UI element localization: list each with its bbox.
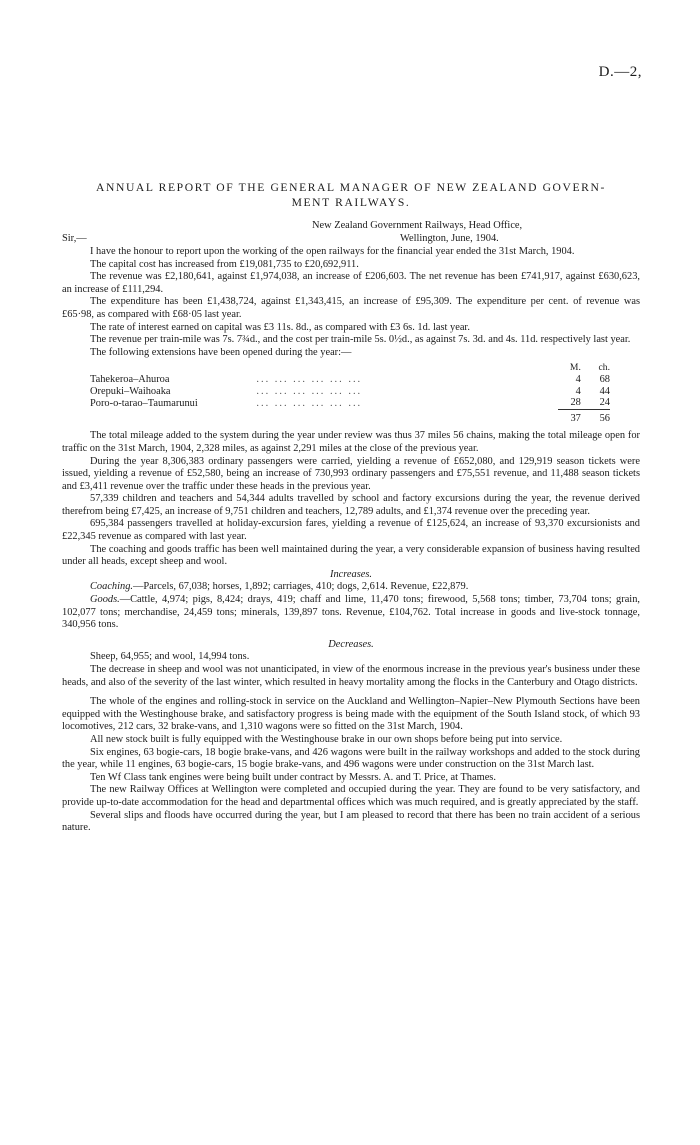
- extension-miles: 28: [570, 397, 581, 409]
- table-row: [90, 386, 610, 398]
- extension-miles: 4: [575, 373, 581, 385]
- extensions-header-row: [90, 362, 610, 374]
- table-row: [90, 397, 610, 409]
- spacer: [62, 632, 640, 639]
- coaching-text: —Parcels, 67,038; horses, 1,892; carriages, 410; dogs, 2,614. Revenue, £22,879.: [133, 581, 469, 593]
- paragraph: Sheep, 64,955; and wool, 14,994 tons.: [90, 651, 250, 663]
- extension-chains: 44: [599, 385, 610, 397]
- goods-label: Goods.: [90, 594, 120, 606]
- extension-name: Orepuki–Waihoaka: [90, 385, 171, 397]
- extension-chains: 24: [599, 397, 610, 409]
- report-title: [62, 180, 640, 210]
- paragraph: During the year 8,306,383 ordinary passengers were carried, yielding a revenue of £652,080, and 129,919 season tickets were issued, yielding a revenue of £52,580, being an increase of 730,993 ordinary passengers and £75,551 revenue, and 11,488 season tickets and £3,411 revenue over the traffic under these heads in the previous year.: [62, 455, 640, 492]
- goods-text: —Cattle, 4,974; pigs, 8,424; drays, 419; chaff and lime, 11,470 tons; firewood, 5,568 tons; timber, 73,704 tons; grain, 102,077 tons; merchandise, 24,459 tons; minerals, 139,897 tons. Revenue, £104,762. Total increase in goods and live-stock tonnage, 340,956 tons.: [62, 594, 640, 631]
- paragraph: All new stock built is fully equipped with the Westinghouse brake in our own shops before being put into service.: [90, 733, 563, 745]
- total-row: [90, 413, 610, 425]
- paragraph: The decrease in sheep and wool was not unanticipated, in view of the enormous increase in the previous year's business under these heads, and also of the severity of the last winter, which resulted in heavy mortality among the flocks in the Canterbury and Otago districts.: [62, 664, 640, 688]
- paragraph: I have the honour to report upon the working of the open railways for the financial year ended the 31st March, 1904.: [90, 246, 575, 257]
- address-line-1: New Zealand Government Railways, Head Office,: [312, 220, 523, 231]
- total-miles: 37: [570, 412, 581, 424]
- column-header-miles: M.: [569, 362, 581, 374]
- page-number: D.—2,: [598, 64, 642, 80]
- report-body: [62, 220, 640, 835]
- coaching-label: Coaching.: [90, 581, 134, 593]
- paragraph: The rate of interest earned on capital was £3 11s. 8d., as compared with £3 6s. 1d. last year.: [90, 321, 470, 333]
- paragraph: The capital cost has increased from £19,081,735 to £20,692,911.: [90, 258, 359, 270]
- report-title-line-1: ANNUAL REPORT OF THE GENERAL MANAGER OF NEW ZEALAND GOVERN-: [96, 181, 606, 194]
- extension-chains: 68: [599, 373, 610, 385]
- report-title-line-2: MENT RAILWAYS.: [291, 196, 411, 209]
- paragraph: The revenue was £2,180,641, against £1,974,038, an increase of £206,603. The net revenue has been £741,917, against £630,623, an increase of £111,294.: [62, 271, 640, 295]
- paragraph: The new Railway Offices at Wellington were completed and occupied during the year. They are found to be very satisfactory, and provide up-to-date accommodation for the head and departmental offices which was much required, and is greatly appreciated by the staff.: [62, 784, 640, 808]
- total-chains: 56: [599, 412, 610, 424]
- extension-name: Poro-o-tarao–Taumarunui: [90, 397, 198, 409]
- leader-dots: ... ... ... ... ... ...: [256, 373, 363, 385]
- extensions-table: [90, 362, 610, 424]
- address-line-2: Wellington, June, 1904.: [400, 232, 499, 244]
- leader-dots: ... ... ... ... ... ...: [256, 385, 363, 397]
- salutation: Sir,—: [62, 232, 87, 244]
- goods-paragraph: [62, 594, 640, 632]
- paragraph: The coaching and goods traffic has been well maintained during the year, a very considerable expansion of business having resulted under all heads, except sheep and wool.: [62, 543, 640, 568]
- paragraph: The revenue per train-mile was 7s. 7¾d., and the cost per train-mile 5s. 0½d., as against 7s. 3d. and 4s. 11d. respectively last year.: [90, 334, 631, 346]
- paragraph: 57,339 children and teachers and 54,344 adults travelled by school and factory excursions during the year, the revenue derived therefrom being £7,425, an increase of 9,751 children and teachers, 12,789 adults, and £1,374 revenue over the preceding year.: [62, 493, 640, 517]
- address-block: [62, 220, 640, 246]
- increases-heading: Increases.: [329, 568, 373, 580]
- leader-dots: ... ... ... ... ... ...: [256, 397, 363, 409]
- paragraph: The expenditure has been £1,438,724, against £1,343,415, an increase of £95,309. The expenditure per cent. of revenue was £65·98, as compared with £68·05 last year.: [62, 296, 640, 320]
- paragraph: 695,384 passengers travelled at holiday-excursion fares, yielding a revenue of £125,624, an increase of 93,370 excursionists and £22,345 revenue as compared with last year.: [62, 518, 640, 543]
- paragraph: The following extensions have been opened during the year:—: [90, 346, 352, 358]
- paragraph: The whole of the engines and rolling-stock in service on the Auckland and Wellington–Napier–New Plymouth Sections have been equipped with the Westinghouse brake, and satisfactory progress is being made with the equipment of the South Island stock, of which 93 locomotives, 212 cars, 32 brake-vans, and 1,310 wagons were so fitted on the 31st March, 1904.: [62, 696, 640, 733]
- extension-miles: 4: [575, 385, 581, 397]
- paragraph: The total mileage added to the system during the year under review was thus 37 miles 56 chains, making the total mileage open for traffic on the 31st March, 1904, 2,328 miles, as against 2,291 miles at the close of the previous year.: [62, 430, 640, 454]
- paragraph: Ten Wf Class tank engines were being built under contract by Messrs. A. and T. Price, at Thames.: [90, 771, 496, 783]
- column-header-chains: ch.: [598, 362, 610, 374]
- paragraph: Several slips and floods have occurred during the year, but I am pleased to record that there has been no train accident of a serious nature.: [62, 809, 640, 834]
- decreases-heading: Decreases.: [328, 638, 374, 650]
- table-row: [90, 374, 610, 386]
- extension-name: Tahekeroa–Ahuroa: [90, 373, 170, 385]
- spacer: [62, 689, 640, 696]
- paragraph: Six engines, 63 bogie-cars, 18 bogie brake-vans, and 426 wagons were built in the railway workshops and added to the stock during the year, while 11 engines, 63 bogie-cars, 15 bogie brake-vans, and 496 wagons were under construction on the 31st March last.: [62, 746, 640, 771]
- coaching-paragraph: [62, 581, 640, 594]
